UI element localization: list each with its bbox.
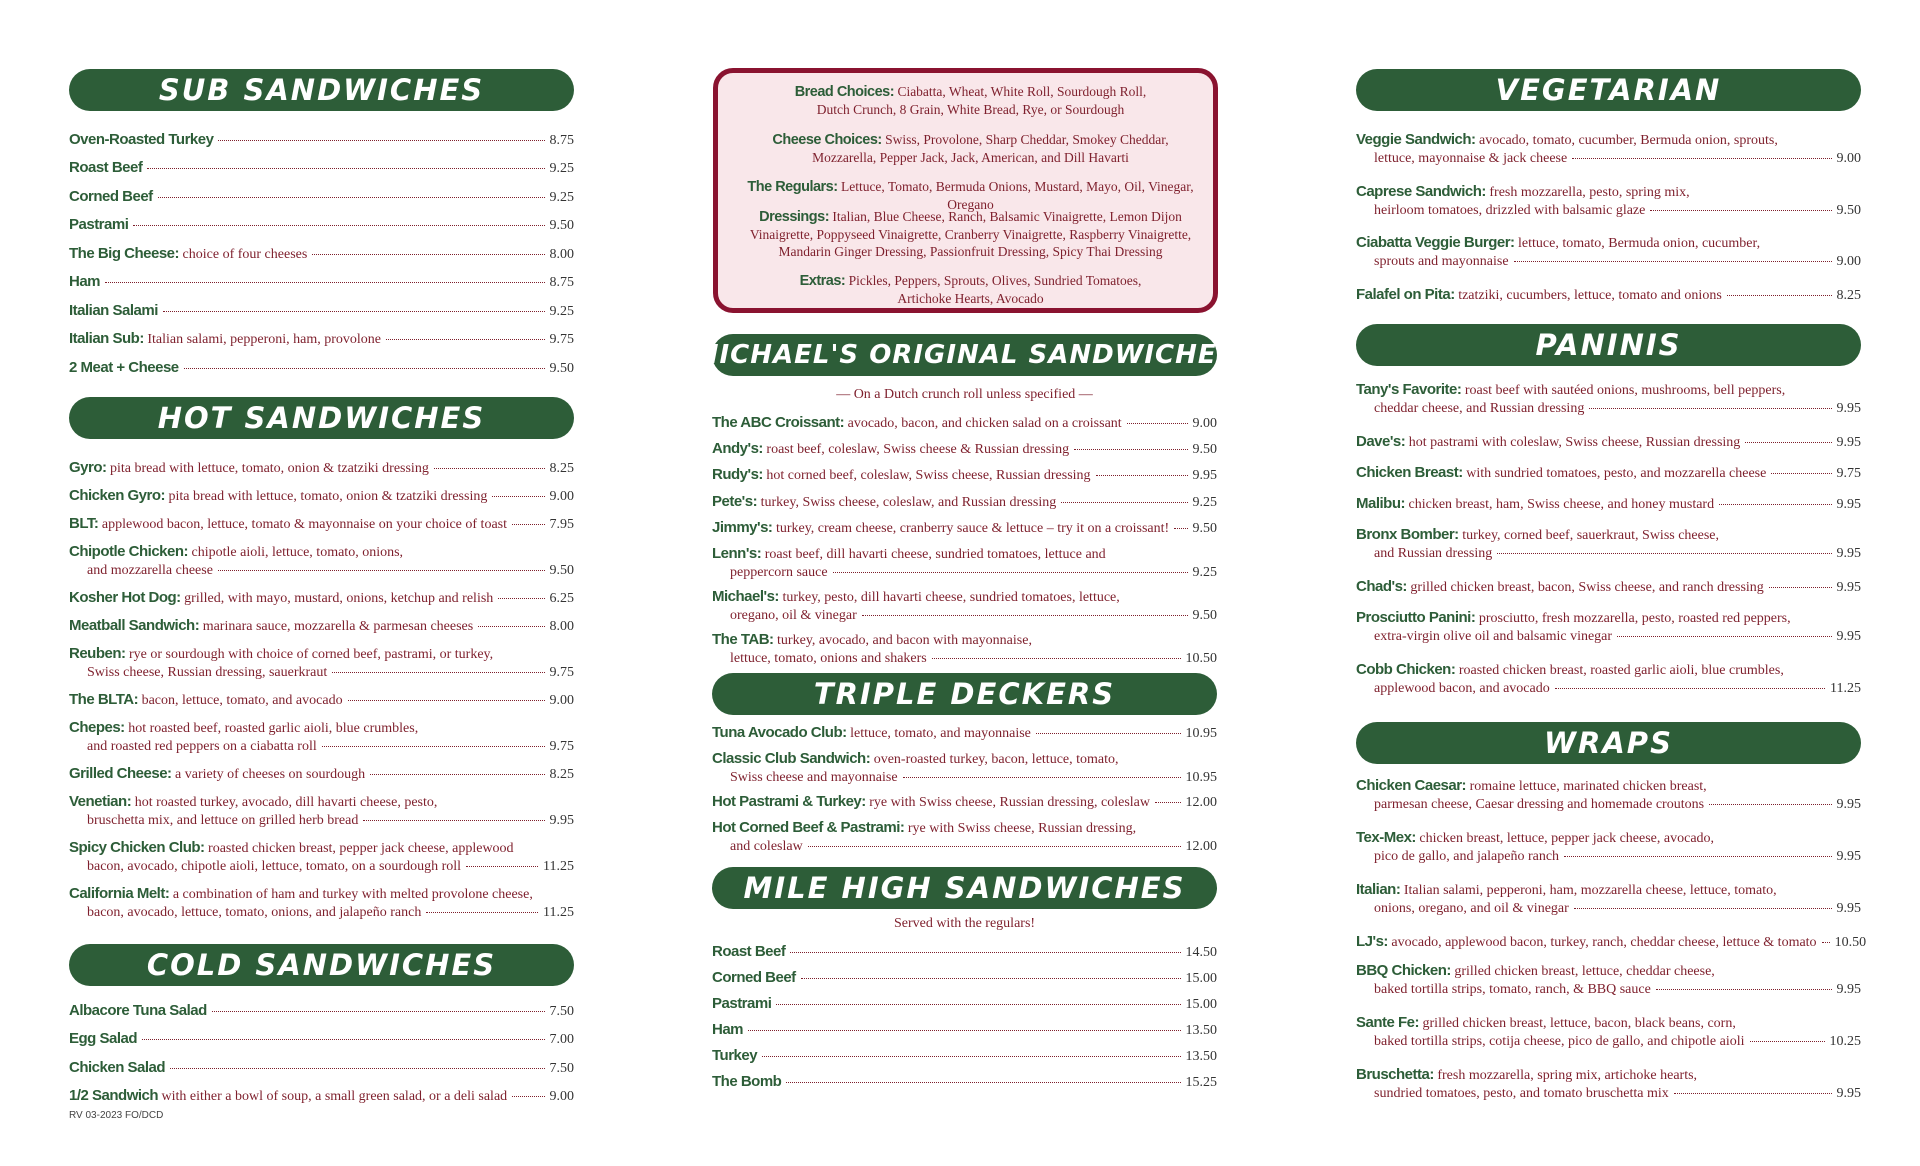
item-price: 9.95 (1192, 468, 1217, 483)
menu-item (69, 543, 574, 580)
choice-options: Pickles, Peppers, Sprouts, Olives, Sundried Tomatoes, (848, 273, 1142, 288)
item-price: 14.50 (1185, 945, 1217, 960)
item-description: bacon, lettuce, tomato, and avocado (141, 693, 343, 708)
item-name: Italian Salami (69, 302, 158, 319)
item-name: Bruschetta: (1356, 1066, 1434, 1083)
item-description-continued: lettuce, mayonnaise & jack cheese (1374, 151, 1568, 166)
section-note: Served with the regulars! (893, 916, 1036, 931)
item-price: 9.95 (1836, 629, 1861, 644)
item-name: Reuben: (69, 645, 126, 662)
section-banner-paninis: PANINIS (1356, 324, 1861, 366)
item-price: 9.95 (549, 813, 574, 828)
section-banner-mile-high: MILE HIGH SANDWICHES (712, 867, 1217, 909)
item-name: Oven-Roasted Turkey (69, 131, 214, 148)
item-price: 9.50 (549, 218, 574, 233)
item-name: Italian Sub: (69, 330, 144, 347)
item-description: prosciutto, fresh mozzarella, pesto, roasted red peppers, (1478, 611, 1791, 626)
section-note: — On a Dutch crunch roll unless specified — (836, 387, 1093, 402)
item-name: The Bomb (712, 1073, 782, 1090)
item-price: 8.00 (549, 247, 574, 262)
menu-item (69, 793, 574, 830)
item-name: Pete's: (712, 493, 758, 510)
menu-item (1356, 381, 1861, 418)
item-price: 9.75 (549, 739, 574, 754)
menu-item (712, 969, 1217, 988)
menu-item (69, 1030, 574, 1049)
item-name: Chicken Gyro: (69, 487, 166, 504)
item-price: 9.95 (1836, 849, 1861, 864)
item-price: 10.25 (1829, 1034, 1861, 1049)
item-description: avocado, bacon, and chicken salad on a croissant (847, 416, 1122, 431)
item-price: 9.00 (549, 693, 574, 708)
item-name: The TAB: (712, 631, 774, 648)
item-description: hot pastrami with coleslaw, Swiss cheese, Russian dressing (1408, 435, 1741, 450)
item-description: fresh mozzarella, spring mix, artichoke hearts, (1437, 1068, 1698, 1083)
menu-item (69, 487, 574, 506)
item-name: Caprese Sandwich: (1356, 183, 1486, 200)
item-description-continued: sundried tomatoes, pesto, and tomato bruschetta mix (1374, 1086, 1669, 1101)
menu-item (1356, 433, 1861, 452)
item-price: 9.50 (1192, 442, 1217, 457)
item-name: Prosciutto Panini: (1356, 609, 1476, 626)
item-name: 2 Meat + Cheese (69, 359, 179, 376)
item-price: 10.95 (1185, 770, 1217, 785)
menu-item (1356, 495, 1861, 514)
item-name: Ciabatta Veggie Burger: (1356, 234, 1515, 251)
item-price: 11.25 (543, 905, 574, 920)
item-description: applewood bacon, lettuce, tomato & mayonnaise on your choice of toast (101, 517, 507, 532)
menu-item (712, 631, 1217, 668)
item-name: Corned Beef (712, 969, 796, 986)
item-price: 9.50 (549, 563, 574, 578)
menu-item (1356, 183, 1861, 220)
item-price: 9.50 (1192, 608, 1217, 623)
item-description: oven-roasted turkey, bacon, lettuce, tomato, (873, 752, 1119, 767)
menu-item (69, 885, 574, 922)
section-banner-sub-sandwiches: SUB SANDWICHES (69, 69, 574, 111)
item-name: Malibu: (1356, 495, 1405, 512)
item-price: 10.95 (1185, 726, 1217, 741)
choice-options-continued: Vinaigrette, Poppyseed Vinaigrette, Cranberry Vinaigrette, Raspberry Vinaigrette, (749, 227, 1192, 242)
item-description: avocado, tomato, cucumber, Bermuda onion, sprouts, (1479, 133, 1778, 148)
item-price: 10.50 (1834, 935, 1867, 950)
item-description-continued: extra-virgin olive oil and balsamic vinegar (1374, 629, 1613, 644)
item-description: rye with Swiss cheese, Russian dressing, (907, 821, 1137, 836)
item-description: roasted chicken breast, roasted garlic aioli, blue crumbles, (1458, 663, 1784, 678)
item-price: 7.50 (549, 1061, 574, 1076)
menu-item (69, 1059, 574, 1078)
item-description-continued: sprouts and mayonnaise (1374, 254, 1509, 269)
item-description: hot corned beef, coleslaw, Swiss cheese, Russian dressing (766, 468, 1091, 483)
item-name: The ABC Croissant: (712, 414, 845, 431)
item-price: 6.25 (549, 591, 574, 606)
choice-title: The Regulars: (747, 179, 838, 195)
menu-item (712, 724, 1217, 743)
item-description: chipotle aioli, lettuce, tomato, onions, (191, 545, 404, 560)
menu-item (1356, 578, 1861, 597)
item-name: Falafel on Pita: (1356, 286, 1455, 303)
item-name: Chad's: (1356, 578, 1407, 595)
item-name: Gyro: (69, 459, 107, 476)
item-price: 9.00 (1836, 254, 1861, 269)
item-price: 9.25 (549, 304, 574, 319)
item-name: BBQ Chicken: (1356, 962, 1451, 979)
item-name: Sante Fe: (1356, 1014, 1420, 1031)
item-price: 9.25 (1192, 565, 1217, 580)
choice-dressings (728, 208, 1213, 260)
item-description: marinara sauce, mozzarella & parmesan cheeses (202, 619, 474, 634)
menu-item (69, 330, 574, 349)
item-name: Bronx Bomber: (1356, 526, 1459, 543)
item-name: Tany's Favorite: (1356, 381, 1462, 398)
menu-item (712, 440, 1217, 459)
menu-item (1356, 661, 1861, 698)
item-name: Pastrami (712, 995, 772, 1012)
item-price: 7.95 (549, 517, 574, 532)
item-description-continued: pico de gallo, and jalapeño ranch (1374, 849, 1560, 864)
item-description: chicken breast, ham, Swiss cheese, and honey mustard (1408, 497, 1715, 512)
item-name: The BLTA: (69, 691, 139, 708)
item-description: lettuce, tomato, and mayonnaise (850, 726, 1031, 741)
menu-item (69, 216, 574, 235)
menu-item (1356, 1014, 1861, 1051)
item-description: turkey, pesto, dill havarti cheese, sundried tomatoes, lettuce, (782, 590, 1120, 605)
item-description: pita bread with lettuce, tomato, onion & tzatziki dressing (110, 461, 429, 476)
item-price: 9.75 (549, 665, 574, 680)
item-price: 11.25 (543, 859, 574, 874)
menu-item (69, 839, 574, 876)
item-price: 9.95 (1836, 497, 1861, 512)
item-description-continued: Swiss cheese and mayonnaise (730, 770, 898, 785)
item-price: 9.00 (1192, 416, 1217, 431)
choice-options: Italian, Blue Cheese, Ranch, Balsamic Vinaigrette, Lemon Dijon (832, 209, 1182, 224)
menu-item (1356, 933, 1867, 952)
item-description: lettuce, tomato, Bermuda onion, cucumber, (1518, 236, 1761, 251)
menu-item (712, 545, 1217, 582)
item-price: 12.00 (1185, 839, 1217, 854)
item-description: Italian salami, pepperoni, ham, provolone (147, 332, 381, 347)
item-price: 8.75 (549, 133, 574, 148)
item-description: roast beef with sautéed onions, mushrooms, bell peppers, (1464, 383, 1786, 398)
item-description-continued: heirloom tomatoes, drizzled with balsamic glaze (1374, 203, 1646, 218)
choice-title: Extras: (799, 273, 846, 289)
item-price: 8.25 (549, 461, 574, 476)
item-price: 9.75 (1836, 466, 1861, 481)
item-description-continued: lettuce, tomato, onions and shakers (730, 651, 927, 666)
item-description: a combination of ham and turkey with melted provolone cheese, (172, 887, 533, 902)
menu-item (1356, 881, 1861, 918)
menu-item (69, 302, 574, 321)
menu-item (712, 750, 1217, 787)
menu-item (69, 131, 574, 150)
item-price: 8.25 (1836, 288, 1861, 303)
section-banner-cold-sandwiches: COLD SANDWICHES (69, 944, 574, 986)
item-name: Turkey (712, 1047, 758, 1064)
item-price: 9.95 (1836, 797, 1861, 812)
item-description: with sundried tomatoes, pesto, and mozzarella cheese (1466, 466, 1767, 481)
menu-item (1356, 829, 1861, 866)
menu-item (1356, 777, 1861, 814)
item-description: a variety of cheeses on sourdough (175, 767, 366, 782)
section-banner-michaels-original: MICHAEL'S ORIGINAL SANDWICHES (712, 334, 1217, 376)
menu-item (712, 1047, 1217, 1066)
section-banner-vegetarian: VEGETARIAN (1356, 69, 1861, 111)
item-name: Chicken Caesar: (1356, 777, 1467, 794)
item-name: Chipotle Chicken: (69, 543, 189, 560)
item-description-continued: cheddar cheese, and Russian dressing (1374, 401, 1585, 416)
item-description: hot roasted beef, roasted garlic aioli, blue crumbles, (128, 721, 419, 736)
item-description: rye or sourdough with choice of corned beef, pastrami, or turkey, (129, 647, 494, 662)
choice-options: Swiss, Provolone, Sharp Cheddar, Smokey Cheddar, (885, 132, 1169, 147)
menu-item (69, 188, 574, 207)
item-description-continued: and Russian dressing (1374, 546, 1493, 561)
item-name: Italian: (1356, 881, 1401, 898)
item-description: grilled, with mayo, mustard, onions, ketchup and relish (184, 591, 494, 606)
item-description: turkey, Swiss cheese, coleslaw, and Russian dressing (760, 495, 1057, 510)
item-description: romaine lettuce, marinated chicken breast, (1469, 779, 1707, 794)
item-price: 9.95 (1836, 580, 1861, 595)
item-name: Tuna Avocado Club: (712, 724, 847, 741)
choice-title: Bread Choices: (794, 84, 895, 100)
item-price: 9.75 (549, 332, 574, 347)
item-name: Spicy Chicken Club: (69, 839, 205, 856)
item-name: Grilled Cheese: (69, 765, 172, 782)
menu-item (69, 617, 574, 636)
item-price: 7.50 (549, 1004, 574, 1019)
menu-item (712, 943, 1217, 962)
item-price: 9.95 (1836, 901, 1861, 916)
choice-options: Ciabatta, Wheat, White Roll, Sourdough Roll, (897, 84, 1147, 99)
item-description-continued: and mozzarella cheese (87, 563, 213, 578)
section-banner-wraps: WRAPS (1356, 722, 1861, 764)
menu-item (69, 245, 574, 264)
menu-item (1356, 609, 1861, 646)
item-price: 9.95 (1836, 982, 1861, 997)
item-name: Egg Salad (69, 1030, 138, 1047)
item-description: turkey, cream cheese, cranberry sauce & lettuce – try it on a croissant! (775, 521, 1170, 536)
menu-item (69, 691, 574, 710)
item-description: avocado, applewood bacon, turkey, ranch, cheddar cheese, lettuce & tomato (1391, 935, 1817, 950)
choice-bread (728, 83, 1213, 118)
item-name: BLT: (69, 515, 99, 532)
item-description-continued: applewood bacon, and avocado (1374, 681, 1550, 696)
item-price: 8.25 (549, 767, 574, 782)
item-price: 10.50 (1185, 651, 1217, 666)
item-name: Venetian: (69, 793, 132, 810)
choice-options-continued: Mandarin Ginger Dressing, Passionfruit Dressing, Spicy Thai Dressing (778, 244, 1163, 259)
item-description-continued: bacon, avocado, lettuce, tomato, onions, and jalapeño ranch (87, 905, 422, 920)
menu-item (1356, 526, 1861, 563)
choice-title: Cheese Choices: (772, 132, 882, 148)
choice-options-continued: Mozzarella, Pepper Jack, Jack, American, and Dill Havarti (812, 150, 1129, 165)
menu-item (69, 359, 574, 378)
menu-item (1356, 131, 1861, 168)
menu-item (712, 588, 1217, 625)
menu-item (69, 1002, 574, 1021)
item-description-continued: bruschetta mix, and lettuce on grilled herb bread (87, 813, 359, 828)
footer-revision-code: RV 03-2023 FO/DCD (69, 1110, 164, 1121)
choice-extras (728, 272, 1213, 307)
item-description: turkey, avocado, and bacon with mayonnaise, (777, 633, 1032, 648)
item-price: 7.00 (549, 1032, 574, 1047)
item-description-continued: bacon, avocado, chipotle aioli, lettuce, tomato, on a sourdough roll (87, 859, 462, 874)
item-price: 13.50 (1185, 1049, 1217, 1064)
item-description: pita bread with lettuce, tomato, onion & tzatziki dressing (168, 489, 488, 504)
item-price: 9.50 (1192, 521, 1217, 536)
item-price: 9.50 (549, 361, 574, 376)
menu-item (712, 793, 1217, 812)
menu-item (1356, 286, 1861, 305)
menu-item (712, 466, 1217, 485)
item-price: 9.00 (549, 489, 574, 504)
choices-panel (713, 68, 1218, 313)
item-description: rye with Swiss cheese, Russian dressing, coleslaw (869, 795, 1150, 810)
item-description-continued: baked tortilla strips, cotija cheese, pico de gallo, and chipotle aioli (1374, 1034, 1745, 1049)
item-description: grilled chicken breast, lettuce, cheddar cheese, (1454, 964, 1715, 979)
item-price: 9.95 (1836, 401, 1861, 416)
menu-item (69, 515, 574, 534)
item-description: with either a bowl of soup, a small green salad, or a deli salad (161, 1089, 508, 1104)
item-name: Ham (69, 273, 101, 290)
choice-options-continued: Artichoke Hearts, Avocado (897, 291, 1044, 306)
item-name: Pastrami (69, 216, 129, 233)
choice-title: Dressings: (759, 209, 830, 225)
item-price: 8.00 (549, 619, 574, 634)
item-price: 9.50 (1836, 203, 1861, 218)
item-name: Rudy's: (712, 466, 763, 483)
item-name: Hot Corned Beef & Pastrami: (712, 819, 905, 836)
menu-item (69, 765, 574, 784)
item-description-continued: baked tortilla strips, tomato, ranch, & BBQ sauce (1374, 982, 1651, 997)
item-description: Italian salami, pepperoni, ham, mozzarella cheese, lettuce, tomato, (1403, 883, 1777, 898)
item-name: Lenn's: (712, 545, 762, 562)
menu-item (69, 159, 574, 178)
item-description: roast beef, dill havarti cheese, sundried tomatoes, lettuce and (764, 547, 1106, 562)
menu-item (712, 519, 1217, 538)
menu-item (712, 493, 1217, 512)
item-name: Classic Club Sandwich: (712, 750, 871, 767)
menu-item (712, 819, 1217, 856)
menu-item (1356, 464, 1861, 483)
item-price: 15.00 (1185, 997, 1217, 1012)
item-price: 9.25 (549, 190, 574, 205)
menu-item (69, 459, 574, 478)
item-description: fresh mozzarella, pesto, spring mix, (1489, 185, 1690, 200)
menu-item (69, 719, 574, 756)
item-description-continued: parmesan cheese, Caesar dressing and homemade croutons (1374, 797, 1705, 812)
item-description: grilled chicken breast, lettuce, bacon, black beans, corn, (1422, 1016, 1736, 1031)
item-name: Andy's: (712, 440, 763, 457)
item-description-continued: peppercorn sauce (730, 565, 828, 580)
item-description-continued: and roasted red peppers on a ciabatta roll (87, 739, 317, 754)
item-description-continued: and coleslaw (730, 839, 803, 854)
item-description: chicken breast, lettuce, pepper jack cheese, avocado, (1419, 831, 1715, 846)
menu-item (69, 273, 574, 292)
menu-item (69, 589, 574, 608)
item-name: LJ's: (1356, 933, 1388, 950)
item-description: tzatziki, cucumbers, lettuce, tomato and onions (1458, 288, 1722, 303)
item-description: hot roasted turkey, avocado, dill havarti cheese, pesto, (134, 795, 438, 810)
menu-item (1356, 1066, 1861, 1103)
item-price: 15.00 (1185, 971, 1217, 986)
section-banner-hot-sandwiches: HOT SANDWICHES (69, 397, 574, 439)
choice-cheese (728, 131, 1213, 166)
item-price: 9.95 (1836, 435, 1861, 450)
section-banner-triple-deckers: TRIPLE DECKERS (712, 673, 1217, 715)
item-name: Roast Beef (712, 943, 786, 960)
choice-options-continued: Dutch Crunch, 8 Grain, White Bread, Rye, or Sourdough (816, 102, 1125, 117)
item-price: 11.25 (1830, 681, 1861, 696)
item-description-continued: onions, oregano, and oil & vinegar (1374, 901, 1569, 916)
menu-item (69, 645, 574, 682)
item-name: Chicken Breast: (1356, 464, 1463, 481)
item-name: Meatball Sandwich: (69, 617, 200, 634)
item-name: Tex-Mex: (1356, 829, 1416, 846)
item-price: 13.50 (1185, 1023, 1217, 1038)
menu-item (1356, 234, 1861, 271)
menu-item (1356, 962, 1861, 999)
item-price: 9.95 (1836, 546, 1861, 561)
item-name: Ham (712, 1021, 744, 1038)
menu-item (712, 995, 1217, 1014)
item-name: Hot Pastrami & Turkey: (712, 793, 866, 810)
item-name: Cobb Chicken: (1356, 661, 1456, 678)
item-price: 9.25 (1192, 495, 1217, 510)
menu-item (712, 1073, 1217, 1092)
item-price: 15.25 (1185, 1075, 1217, 1090)
item-name: Michael's: (712, 588, 779, 605)
menu-item (69, 1087, 574, 1106)
item-name: Roast Beef (69, 159, 143, 176)
item-name: Dave's: (1356, 433, 1406, 450)
item-price: 8.75 (549, 275, 574, 290)
item-price: 12.00 (1185, 795, 1217, 810)
item-name: Kosher Hot Dog: (69, 589, 181, 606)
item-name: Chicken Salad (69, 1059, 166, 1076)
item-description: turkey, corned beef, sauerkraut, Swiss cheese, (1462, 528, 1720, 543)
item-description: grilled chicken breast, bacon, Swiss cheese, and ranch dressing (1410, 580, 1764, 595)
item-price: 9.25 (549, 161, 574, 176)
item-price: 9.00 (549, 1089, 574, 1104)
item-name: California Melt: (69, 885, 170, 902)
item-description: choice of four cheeses (182, 247, 308, 262)
choice-options: Lettuce, Tomato, Bermuda Onions, Mustard, Mayo, Oil, Vinegar, Oregano (840, 179, 1194, 212)
item-name: The Big Cheese: (69, 245, 180, 262)
item-name: Veggie Sandwich: (1356, 131, 1476, 148)
menu-item (712, 414, 1217, 433)
item-price: 9.00 (1836, 151, 1861, 166)
item-price: 9.95 (1836, 1086, 1861, 1101)
item-name: Chepes: (69, 719, 125, 736)
item-description-continued: Swiss cheese, Russian dressing, sauerkraut (87, 665, 328, 680)
item-description: roasted chicken breast, pepper jack cheese, applewood (208, 841, 514, 856)
item-description-continued: oregano, oil & vinegar (730, 608, 857, 623)
item-name: 1/2 Sandwich (69, 1087, 159, 1104)
item-name: Corned Beef (69, 188, 153, 205)
menu-item (712, 1021, 1217, 1040)
item-description: roast beef, coleslaw, Swiss cheese & Russian dressing (766, 442, 1070, 457)
item-name: Albacore Tuna Salad (69, 1002, 207, 1019)
item-name: Jimmy's: (712, 519, 773, 536)
